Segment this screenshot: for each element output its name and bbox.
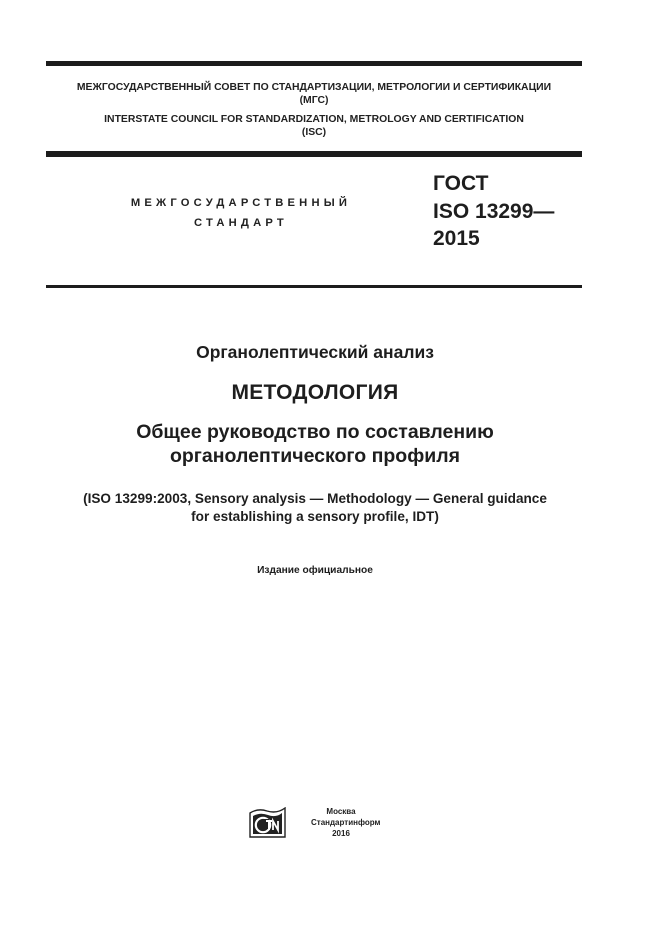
gost-designation <box>433 170 554 253</box>
publisher-year: 2016 <box>332 829 350 838</box>
standartinform-logo-icon <box>249 807 286 838</box>
standard-label-line1: МЕЖГОСУДАРСТВЕННЫЙ <box>130 197 352 209</box>
iso-reference-line1: (ISO 13299:2003, Sensory analysis — Methodology — General guidance <box>83 491 547 506</box>
subtitle-line2: органолептического профиля <box>169 445 461 467</box>
title-area: Органолептический анализ <box>196 342 434 362</box>
council-ru-name: МЕЖГОСУДАРСТВЕННЫЙ СОВЕТ ПО СТАНДАРТИЗАЦИИ, МЕТРОЛОГИИ И СЕРТИФИКАЦИИ <box>76 82 552 93</box>
council-ru-abbr: (МГС) <box>299 95 329 106</box>
gost-prefix: ГОСТ <box>433 172 489 195</box>
header-bottom-rule <box>46 151 582 157</box>
publisher-city: Москва <box>326 807 356 816</box>
council-en-name: INTERSTATE COUNCIL FOR STANDARDIZATION, METROLOGY AND CERTIFICATION <box>104 114 524 125</box>
subtitle <box>0 420 630 468</box>
publisher-text <box>311 806 381 839</box>
council-ru-block <box>46 81 582 107</box>
standard-type-label <box>100 193 382 233</box>
top-rule <box>46 61 582 66</box>
publisher-name: Стандартинформ <box>311 818 381 827</box>
council-en-abbr: (ISC) <box>301 127 327 138</box>
gost-number: ISO 13299— <box>433 199 555 223</box>
edition-note: Издание официальное <box>257 565 373 576</box>
page-title: МЕТОДОЛОГИЯ <box>231 381 399 404</box>
designation-bottom-rule <box>46 285 582 288</box>
standard-label-line2: СТАНДАРТ <box>194 217 288 229</box>
iso-reference <box>0 490 630 526</box>
subtitle-line1: Общее руководство по составлению <box>136 421 494 443</box>
iso-reference-line2: for establishing a sensory profile, IDT) <box>191 509 439 524</box>
gost-year: 2015 <box>433 227 480 250</box>
publisher-block <box>249 806 389 838</box>
council-en-block <box>46 113 582 139</box>
